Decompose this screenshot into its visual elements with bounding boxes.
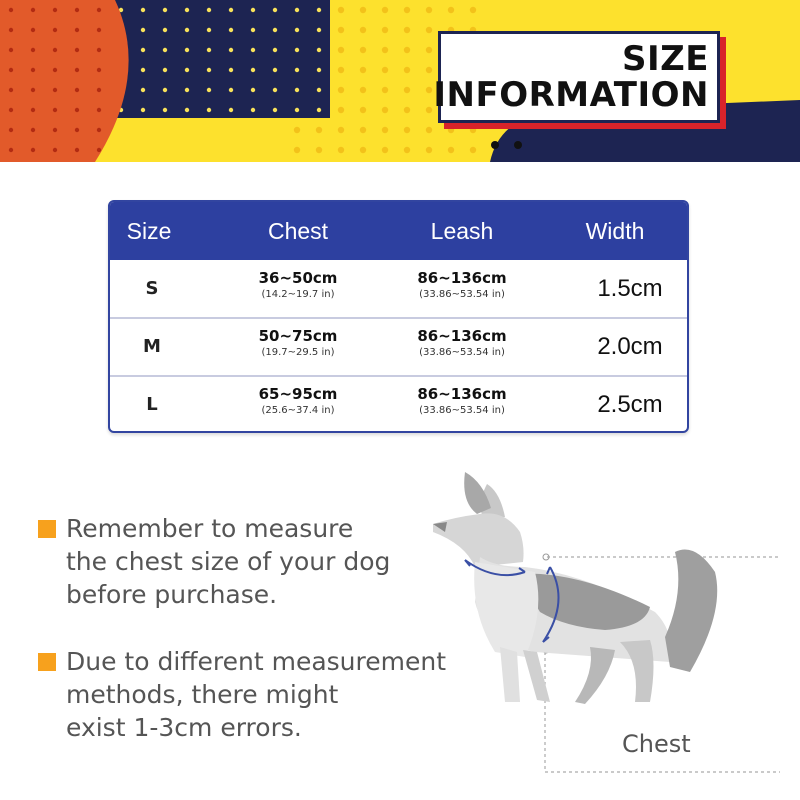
chest-cm: 36~50cm — [258, 269, 338, 287]
chest-label: Chest — [622, 730, 691, 758]
header-leash: Leash — [430, 218, 494, 244]
size-information-title — [433, 31, 720, 123]
chest-cm: 50~75cm — [258, 327, 338, 345]
row-chest — [218, 268, 378, 302]
note-line: methods, there might — [66, 680, 339, 709]
leash-in: (33.86~53.54 in) — [419, 289, 505, 300]
row-size: S — [145, 278, 159, 299]
note-line: exist 1-3cm errors. — [66, 713, 302, 742]
note-line: Remember to measure — [66, 514, 354, 543]
bullet-square-icon — [38, 520, 56, 538]
chest-in: (25.6~37.4 in) — [261, 405, 335, 416]
title-line-information: INFORMATION — [433, 75, 709, 115]
header-chest: Chest — [267, 218, 329, 244]
row-chest — [218, 326, 378, 360]
note-measure — [38, 512, 478, 622]
chest-cm: 65~95cm — [258, 385, 338, 403]
header-width: Width — [585, 218, 645, 244]
row-leash — [382, 384, 542, 418]
leash-in: (33.86~53.54 in) — [419, 405, 505, 416]
row-chest — [218, 384, 378, 418]
table-row — [110, 318, 687, 377]
chest-in: (14.2~19.7 in) — [261, 289, 335, 300]
note-line: before purchase. — [66, 580, 278, 609]
row-width: 2.5cm — [597, 391, 663, 418]
title-line-size: SIZE — [621, 39, 709, 79]
size-table — [108, 200, 689, 433]
chest-in: (19.7~29.5 in) — [261, 347, 335, 358]
note-line: Due to different measurement — [66, 647, 447, 676]
leash-cm: 86~136cm — [417, 327, 507, 345]
row-width: 1.5cm — [597, 275, 663, 302]
row-width: 2.0cm — [597, 333, 663, 360]
dog-silhouette-icon — [425, 462, 800, 792]
table-row — [110, 260, 687, 319]
row-size: M — [143, 336, 161, 357]
row-leash — [382, 268, 542, 302]
note-line: the chest size of your dog — [66, 547, 391, 576]
row-size: L — [146, 394, 158, 415]
leash-in: (33.86~53.54 in) — [419, 347, 505, 358]
table-header — [110, 202, 687, 260]
note-errors — [38, 645, 478, 755]
header-size: Size — [126, 218, 172, 244]
bullet-square-icon — [38, 653, 56, 671]
leash-cm: 86~136cm — [417, 269, 507, 287]
table-row — [110, 376, 687, 433]
row-leash — [382, 326, 542, 360]
leash-cm: 86~136cm — [417, 385, 507, 403]
